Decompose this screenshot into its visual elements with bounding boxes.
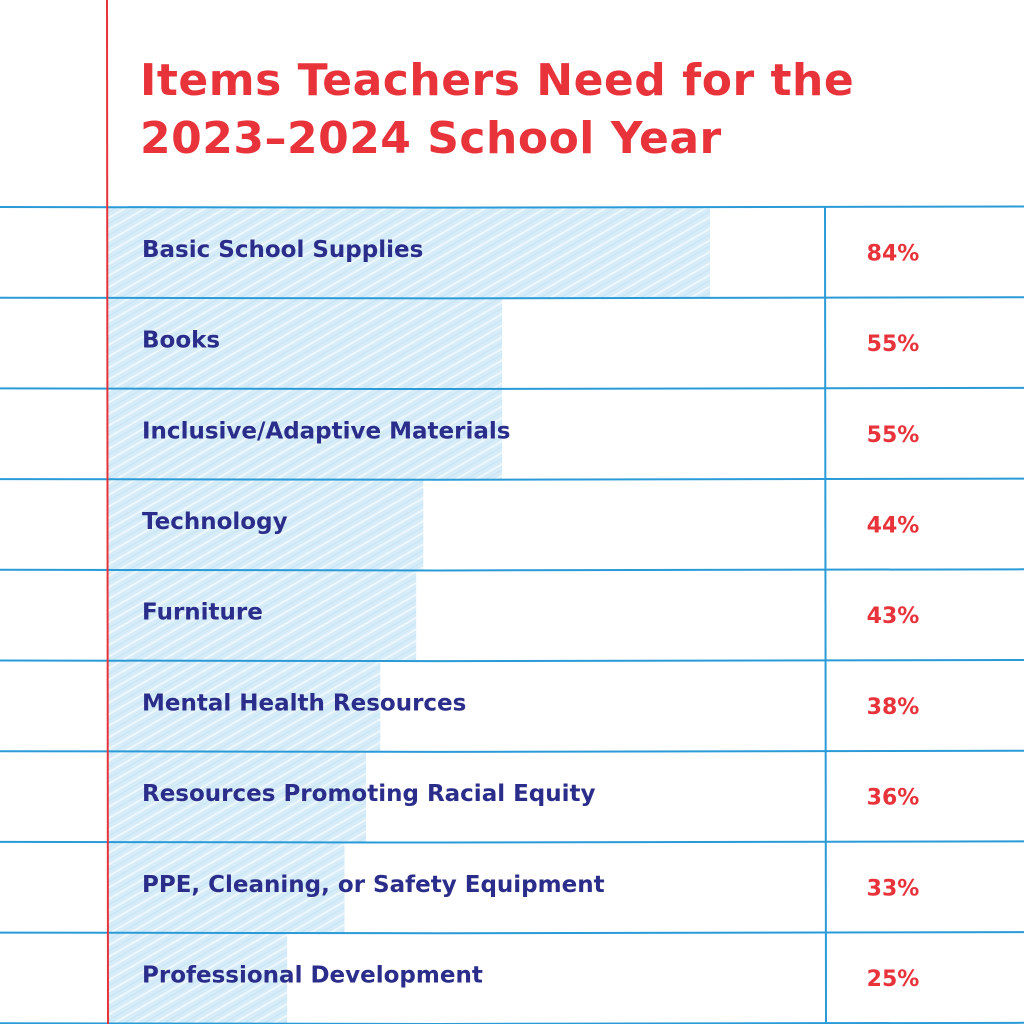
value-column-divider — [825, 207, 826, 1024]
rule-line-2 — [0, 388, 1024, 389]
category-label-2: Books — [142, 327, 221, 354]
rule-line-8 — [0, 932, 1024, 933]
margin-line — [107, 0, 108, 1024]
value-label-1: 84% — [866, 241, 920, 267]
category-label-8: PPE, Cleaning, or Safety Equipment — [142, 871, 605, 898]
category-label-6: Mental Health Resources — [142, 690, 467, 717]
category-label-4: Technology — [142, 508, 288, 535]
value-label-5: 43% — [866, 604, 920, 630]
category-label-7: Resources Promoting Racial Equity — [142, 781, 596, 808]
rule-line-3 — [0, 479, 1024, 480]
category-label-1: Basic School Supplies — [142, 236, 424, 263]
value-label-8: 33% — [866, 876, 920, 902]
category-label-9: Professional Development — [142, 962, 483, 989]
chart-title-line-1: Items Teachers Need for the — [140, 55, 855, 106]
value-label-7: 36% — [866, 785, 920, 811]
value-label-3: 55% — [866, 422, 920, 448]
value-label-4: 44% — [866, 513, 920, 539]
chart-title-line-2: 2023–2024 School Year — [140, 113, 722, 164]
rule-line-6 — [0, 751, 1024, 752]
value-label-9: 25% — [866, 966, 920, 992]
category-label-5: Furniture — [142, 599, 263, 626]
rule-line-5 — [0, 660, 1024, 661]
rule-line-1 — [0, 297, 1024, 298]
category-label-3: Inclusive/Adaptive Materials — [142, 418, 511, 445]
value-label-2: 55% — [866, 332, 920, 358]
rule-line-4 — [0, 569, 1024, 570]
rule-line-0 — [0, 207, 1024, 208]
rule-line-7 — [0, 841, 1024, 842]
value-label-6: 38% — [866, 694, 920, 720]
